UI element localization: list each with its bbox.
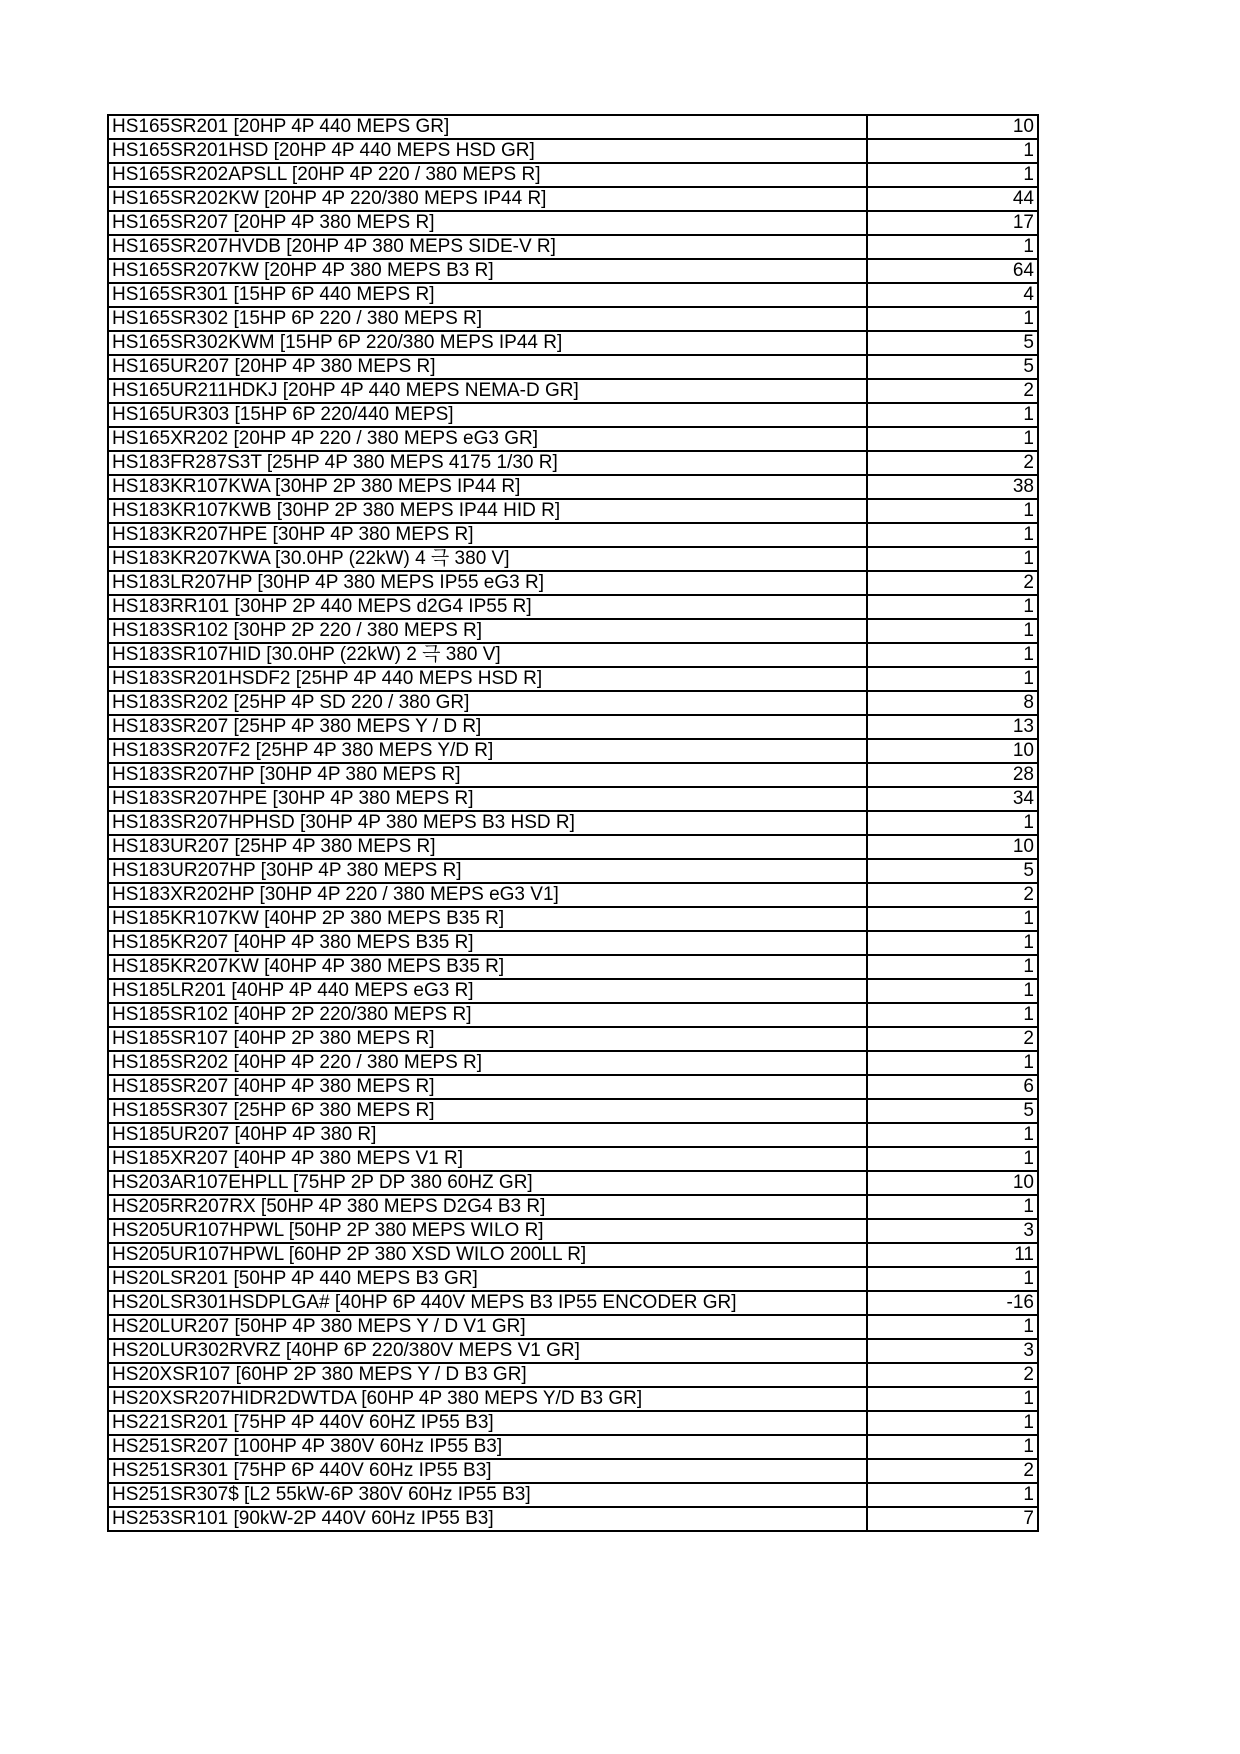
item-description-cell: HS165SR201 [20HP 4P 440 MEPS GR] [108,115,867,139]
item-quantity-cell: 8 [867,691,1038,715]
item-description-cell: HS185XR207 [40HP 4P 380 MEPS V1 R] [108,1147,867,1171]
table-row [108,595,1038,619]
table-row [108,211,1038,235]
item-quantity-cell: 1 [867,1483,1038,1507]
item-quantity-cell: 2 [867,883,1038,907]
table-row [108,451,1038,475]
item-description-cell: HS183KR107KWA [30HP 2P 380 MEPS IP44 R] [108,475,867,499]
table-row [108,1291,1038,1315]
table-row [108,115,1038,139]
item-quantity-cell: 1 [867,1003,1038,1027]
item-quantity-cell: 1 [867,1051,1038,1075]
item-description-cell: HS20LUR207 [50HP 4P 380 MEPS Y / D V1 GR] [108,1315,867,1339]
item-quantity-cell: 1 [867,643,1038,667]
item-description-cell: HS165SR207HVDB [20HP 4P 380 MEPS SIDE-V R] [108,235,867,259]
item-description-cell: HS205UR107HPWL [60HP 2P 380 XSD WILO 200LL R] [108,1243,867,1267]
item-quantity-cell: 1 [867,1435,1038,1459]
table-row [108,379,1038,403]
table-row [108,667,1038,691]
item-description-cell: HS203AR107EHPLL [75HP 2P DP 380 60HZ GR] [108,1171,867,1195]
item-quantity-cell: 13 [867,715,1038,739]
item-description-cell: HS183UR207HP [30HP 4P 380 MEPS R] [108,859,867,883]
item-quantity-cell: 3 [867,1219,1038,1243]
item-description-cell: HS183KR107KWB [30HP 2P 380 MEPS IP44 HID R] [108,499,867,523]
item-description-cell: HS183SR207HP [30HP 4P 380 MEPS R] [108,763,867,787]
item-quantity-cell: 2 [867,379,1038,403]
item-quantity-cell: 1 [867,1315,1038,1339]
item-quantity-cell: 1 [867,235,1038,259]
table-row [108,331,1038,355]
item-description-cell: HS165SR302KWM [15HP 6P 220/380 MEPS IP44 R] [108,331,867,355]
table-row [108,1411,1038,1435]
table-row [108,307,1038,331]
item-description-cell: HS253SR101 [90kW-2P 440V 60Hz IP55 B3] [108,1507,867,1531]
table-row [108,1147,1038,1171]
item-quantity-cell: 11 [867,1243,1038,1267]
item-description-cell: HS20XSR207HIDR2DWTDA [60HP 4P 380 MEPS Y/D B3 GR] [108,1387,867,1411]
item-description-cell: HS183SR102 [30HP 2P 220 / 380 MEPS R] [108,619,867,643]
table-row [108,691,1038,715]
table-row [108,1219,1038,1243]
item-description-cell: HS165UR303 [15HP 6P 220/440 MEPS] [108,403,867,427]
item-quantity-cell: 1 [867,1147,1038,1171]
table-row [108,1171,1038,1195]
item-quantity-cell: 1 [867,403,1038,427]
item-quantity-cell: 10 [867,835,1038,859]
table-row [108,1051,1038,1075]
table-row [108,163,1038,187]
table-row [108,1003,1038,1027]
table-row [108,1075,1038,1099]
table-row [108,1435,1038,1459]
table-row [108,1507,1038,1531]
item-quantity-cell: 17 [867,211,1038,235]
table-row [108,979,1038,1003]
item-quantity-cell: 10 [867,115,1038,139]
item-quantity-cell: 2 [867,1363,1038,1387]
item-quantity-cell: -16 [867,1291,1038,1315]
item-description-cell: HS183LR207HP [30HP 4P 380 MEPS IP55 eG3 R] [108,571,867,595]
item-description-cell: HS165SR207KW [20HP 4P 380 MEPS B3 R] [108,259,867,283]
item-description-cell: HS165XR202 [20HP 4P 220 / 380 MEPS eG3 GR] [108,427,867,451]
item-description-cell: HS20LSR301HSDPLGA# [40HP 6P 440V MEPS B3 IP55 ENCODER GR] [108,1291,867,1315]
table-row [108,643,1038,667]
table-row [108,763,1038,787]
table-row [108,427,1038,451]
table-row [108,835,1038,859]
table-row [108,355,1038,379]
item-description-cell: HS183XR202HP [30HP 4P 220 / 380 MEPS eG3 V1] [108,883,867,907]
inventory-sheet [107,114,1037,1532]
table-row [108,1363,1038,1387]
item-description-cell: HS205RR207RX [50HP 4P 380 MEPS D2G4 B3 R] [108,1195,867,1219]
table-row [108,787,1038,811]
item-quantity-cell: 1 [867,667,1038,691]
item-quantity-cell: 5 [867,859,1038,883]
item-description-cell: HS185KR107KW [40HP 2P 380 MEPS B35 R] [108,907,867,931]
item-description-cell: HS221SR201 [75HP 4P 440V 60HZ IP55 B3] [108,1411,867,1435]
table-row [108,1339,1038,1363]
item-quantity-cell: 1 [867,1123,1038,1147]
table-row [108,187,1038,211]
item-description-cell: HS183KR207HPE [30HP 4P 380 MEPS R] [108,523,867,547]
inventory-table-body [108,115,1038,1531]
item-quantity-cell: 1 [867,523,1038,547]
item-quantity-cell: 1 [867,1411,1038,1435]
item-quantity-cell: 4 [867,283,1038,307]
item-quantity-cell: 10 [867,1171,1038,1195]
item-description-cell: HS251SR207 [100HP 4P 380V 60Hz IP55 B3] [108,1435,867,1459]
item-description-cell: HS165SR207 [20HP 4P 380 MEPS R] [108,211,867,235]
item-quantity-cell: 1 [867,955,1038,979]
item-quantity-cell: 7 [867,1507,1038,1531]
item-quantity-cell: 2 [867,571,1038,595]
item-description-cell: HS165UR211HDKJ [20HP 4P 440 MEPS NEMA-D GR] [108,379,867,403]
table-row [108,523,1038,547]
item-quantity-cell: 5 [867,331,1038,355]
item-quantity-cell: 1 [867,427,1038,451]
item-description-cell: HS183RR101 [30HP 2P 440 MEPS d2G4 IP55 R] [108,595,867,619]
table-row [108,1243,1038,1267]
table-row [108,715,1038,739]
item-description-cell: HS185SR207 [40HP 4P 380 MEPS R] [108,1075,867,1099]
item-description-cell: HS183FR287S3T [25HP 4P 380 MEPS 4175 1/30 R] [108,451,867,475]
item-quantity-cell: 1 [867,307,1038,331]
item-description-cell: HS251SR301 [75HP 6P 440V 60Hz IP55 B3] [108,1459,867,1483]
item-quantity-cell: 1 [867,979,1038,1003]
item-description-cell: HS205UR107HPWL [50HP 2P 380 MEPS WILO R] [108,1219,867,1243]
table-row [108,571,1038,595]
item-description-cell: HS165SR202APSLL [20HP 4P 220 / 380 MEPS R] [108,163,867,187]
item-description-cell: HS185KR207KW [40HP 4P 380 MEPS B35 R] [108,955,867,979]
table-row [108,235,1038,259]
table-row [108,859,1038,883]
table-row [108,259,1038,283]
item-description-cell: HS185SR202 [40HP 4P 220 / 380 MEPS R] [108,1051,867,1075]
item-description-cell: HS165UR207 [20HP 4P 380 MEPS R] [108,355,867,379]
item-quantity-cell: 1 [867,1195,1038,1219]
item-description-cell: HS185SR307 [25HP 6P 380 MEPS R] [108,1099,867,1123]
item-quantity-cell: 1 [867,163,1038,187]
item-quantity-cell: 5 [867,1099,1038,1123]
table-row [108,1123,1038,1147]
item-description-cell: HS20LSR201 [50HP 4P 440 MEPS B3 GR] [108,1267,867,1291]
item-quantity-cell: 1 [867,139,1038,163]
item-description-cell: HS20LUR302RVRZ [40HP 6P 220/380V MEPS V1 GR] [108,1339,867,1363]
item-description-cell: HS183SR207HPE [30HP 4P 380 MEPS R] [108,787,867,811]
item-quantity-cell: 1 [867,1267,1038,1291]
item-description-cell: HS183SR202 [25HP 4P SD 220 / 380 GR] [108,691,867,715]
table-row [108,1099,1038,1123]
table-row [108,475,1038,499]
item-quantity-cell: 28 [867,763,1038,787]
item-quantity-cell: 10 [867,739,1038,763]
item-quantity-cell: 2 [867,451,1038,475]
table-row [108,619,1038,643]
item-quantity-cell: 1 [867,931,1038,955]
item-quantity-cell: 6 [867,1075,1038,1099]
item-description-cell: HS183SR201HSDF2 [25HP 4P 440 MEPS HSD R] [108,667,867,691]
item-description-cell: HS165SR302 [15HP 6P 220 / 380 MEPS R] [108,307,867,331]
item-description-cell: HS165SR202KW [20HP 4P 220/380 MEPS IP44 R] [108,187,867,211]
table-row [108,907,1038,931]
table-row [108,1027,1038,1051]
table-row [108,403,1038,427]
item-quantity-cell: 1 [867,619,1038,643]
item-description-cell: HS20XSR107 [60HP 2P 380 MEPS Y / D B3 GR] [108,1363,867,1387]
item-quantity-cell: 5 [867,355,1038,379]
item-description-cell: HS165SR301 [15HP 6P 440 MEPS R] [108,283,867,307]
item-description-cell: HS185KR207 [40HP 4P 380 MEPS B35 R] [108,931,867,955]
table-row [108,739,1038,763]
item-quantity-cell: 3 [867,1339,1038,1363]
item-quantity-cell: 2 [867,1459,1038,1483]
table-row [108,499,1038,523]
item-description-cell: HS185UR207 [40HP 4P 380 R] [108,1123,867,1147]
item-quantity-cell: 44 [867,187,1038,211]
table-row [108,811,1038,835]
table-row [108,1387,1038,1411]
item-quantity-cell: 1 [867,907,1038,931]
table-row [108,1459,1038,1483]
item-description-cell: HS185SR102 [40HP 2P 220/380 MEPS R] [108,1003,867,1027]
item-quantity-cell: 1 [867,595,1038,619]
table-row [108,1315,1038,1339]
item-description-cell: HS183KR207KWA [30.0HP (22kW) 4 극 380 V] [108,547,867,571]
item-description-cell: HS185LR201 [40HP 4P 440 MEPS eG3 R] [108,979,867,1003]
item-quantity-cell: 1 [867,499,1038,523]
table-row [108,883,1038,907]
table-row [108,283,1038,307]
table-row [108,1195,1038,1219]
item-quantity-cell: 64 [867,259,1038,283]
table-row [108,139,1038,163]
item-description-cell: HS251SR307$ [L2 55kW-6P 380V 60Hz IP55 B3] [108,1483,867,1507]
item-quantity-cell: 1 [867,1387,1038,1411]
item-quantity-cell: 1 [867,547,1038,571]
item-description-cell: HS183SR207 [25HP 4P 380 MEPS Y / D R] [108,715,867,739]
table-row [108,1483,1038,1507]
item-quantity-cell: 2 [867,1027,1038,1051]
table-row [108,1267,1038,1291]
inventory-table [107,114,1039,1532]
item-description-cell: HS183SR207HPHSD [30HP 4P 380 MEPS B3 HSD R] [108,811,867,835]
item-description-cell: HS183UR207 [25HP 4P 380 MEPS R] [108,835,867,859]
item-description-cell: HS185SR107 [40HP 2P 380 MEPS R] [108,1027,867,1051]
item-quantity-cell: 34 [867,787,1038,811]
item-description-cell: HS183SR207F2 [25HP 4P 380 MEPS Y/D R] [108,739,867,763]
table-row [108,955,1038,979]
item-quantity-cell: 38 [867,475,1038,499]
item-description-cell: HS165SR201HSD [20HP 4P 440 MEPS HSD GR] [108,139,867,163]
item-description-cell: HS183SR107HID [30.0HP (22kW) 2 극 380 V] [108,643,867,667]
table-row [108,931,1038,955]
item-quantity-cell: 1 [867,811,1038,835]
table-row [108,547,1038,571]
